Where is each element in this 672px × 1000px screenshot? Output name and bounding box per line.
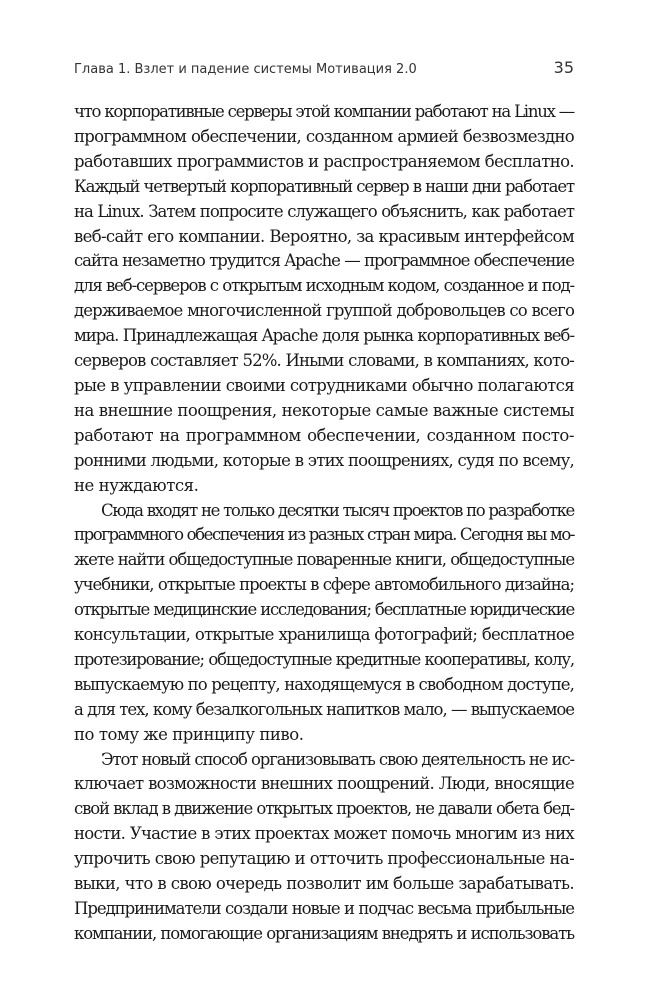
text-line: что корпоративные серверы этой компании работают на Linux — [74, 102, 574, 121]
body-text [74, 100, 574, 947]
text-line: компании, помогающие организациям внедрять и использовать [74, 923, 574, 943]
text-line: свой вклад в движение открытых проектов, не давали обета бед- [74, 799, 574, 819]
text-line: Этот новый способ организовывать свою деятельность не ис- [101, 749, 574, 769]
text-line: жете найти общедоступные поваренные книги, общедоступные [74, 550, 574, 570]
text-line: учебники, открытые проекты в сфере автомобильного дизайна; [74, 575, 574, 595]
text-line: Сюда входят не только десятки тысяч проектов по разработке [101, 500, 574, 520]
text-line: не нуждаются. [74, 475, 199, 495]
text-line: ключает возможности внешних поощрений. Люди, вносящие [74, 774, 574, 794]
text-line: программном обеспечении, созданном армией безвозмездно [74, 126, 574, 146]
running-title: Глава 1. Взлет и падение системы Мотивация 2.0 [74, 62, 417, 77]
text-line: программного обеспечения из разных стран мира. Сегодня вы мо- [74, 525, 574, 545]
text-line: на внешние поощрения, некоторые самые важные системы [74, 400, 574, 420]
text-line: Предприниматели создали новые и подчас весьма прибыльные [74, 899, 574, 918]
text-line: консультации, открытые хранилища фотографий; бесплатное [74, 625, 574, 645]
text-line: по тому же принципу пиво. [74, 724, 304, 744]
paragraph-1 [74, 100, 574, 499]
text-line: ронними людьми, которые в этих поощрениях, судя по всему, [74, 450, 574, 470]
paragraph-2 [74, 499, 574, 748]
text-line: открытые медицинские исследования; бесплатные юридические [74, 600, 574, 620]
text-line: выки, что в свою очередь позволит им больше зарабатывать. [74, 874, 574, 894]
text-line: веб-сайт его компании. Вероятно, за красивым интерфейсом [74, 226, 574, 246]
text-line: ности. Участие в этих проектах может помочь многим из них [74, 824, 574, 844]
text-line: работают на программном обеспечении, созданном посто- [74, 425, 574, 445]
paragraph-3 [74, 748, 574, 947]
text-line: а для тех, кому безалкогольных напитков мало, — выпускаемое [74, 699, 574, 719]
text-line: протезирование; общедоступные кредитные кооперативы, колу, [74, 649, 574, 669]
running-header [74, 58, 574, 77]
page-number: 35 [553, 58, 574, 77]
text-line: Каждый четвертый корпоративный сервер в наши дни работает [74, 176, 574, 196]
text-line: серверов составляет 52%. Иными словами, в компаниях, кото- [74, 351, 574, 371]
text-line: сайта незаметно трудится Apache — программное обеспечение [74, 251, 574, 271]
text-line: мира. Принадлежащая Apache доля рынка корпоративных веб- [74, 326, 574, 346]
text-line: на Linux. Затем попросите служащего объяснить, как работает [74, 201, 574, 221]
text-line: упрочить свою репутацию и отточить профессиональные на- [74, 849, 574, 869]
text-line: выпускаемую по рецепту, находящемуся в свободном доступе, [74, 674, 574, 694]
text-line: держиваемое многочисленной группой добровольцев со всего [74, 301, 574, 321]
text-line: для веб-серверов с открытым исходным кодом, созданное и под- [74, 276, 574, 296]
text-line: рые в управлении своими сотрудниками обычно полагаются [74, 375, 574, 395]
text-line: работавших программистов и распространяемом бесплатно. [74, 151, 574, 171]
